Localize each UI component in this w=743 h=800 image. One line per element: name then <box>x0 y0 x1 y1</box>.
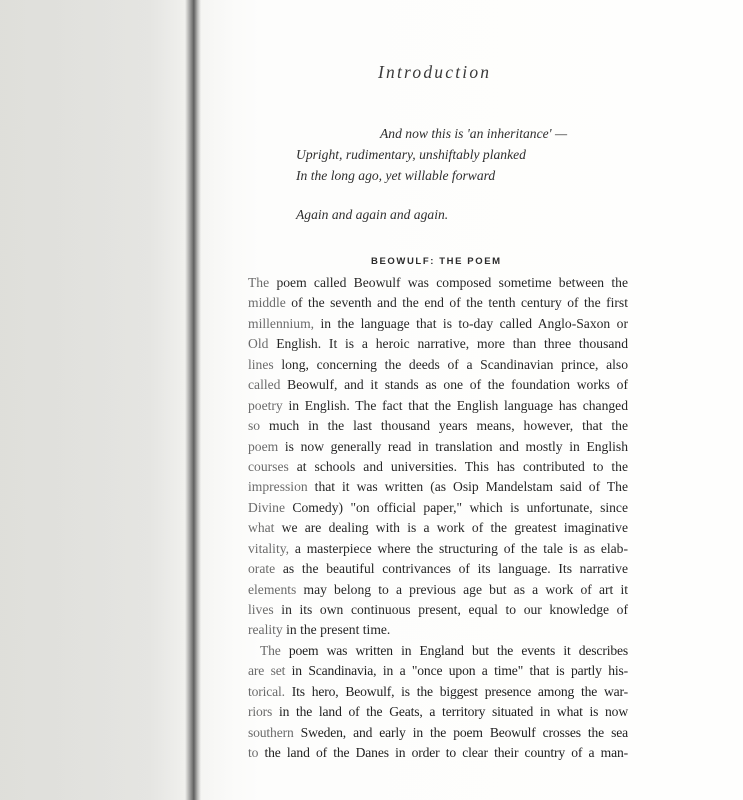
line-rest: in its own continuous present, equal to our knowledge of <box>273 602 628 617</box>
text-line <box>248 457 628 477</box>
stanza-gap <box>296 189 567 207</box>
chapter-title: Introduction <box>378 62 492 82</box>
line-rest: a masterpiece where the structuring of the tale is as elab- <box>289 540 628 556</box>
line-lead: Divine <box>248 499 285 515</box>
line-rest: Comedy) "on official paper," which is unfortunate, since <box>285 499 628 515</box>
text-line <box>248 498 628 518</box>
epigraph-line: In the long ago, yet willable forward <box>296 168 496 183</box>
text-line <box>248 334 628 354</box>
line-rest: Beowulf, and it stands as one of the foundation works of <box>280 377 628 393</box>
line-lead: The <box>248 275 270 290</box>
line-lead: The <box>260 642 281 658</box>
text-line <box>248 620 628 640</box>
line-rest: as the beautiful contrivances of its language. Its narrative <box>275 561 628 577</box>
line-rest: poem called Beowulf was composed sometime between the <box>269 275 628 290</box>
text-line <box>248 743 628 763</box>
text-line <box>248 641 628 661</box>
line-lead: poetry <box>248 397 283 413</box>
line-rest: poem was written in England but the events it describes <box>280 642 628 658</box>
line-lead: Old <box>248 336 269 352</box>
line-rest: we are dealing with is a work of the greatest imaginative <box>274 520 628 536</box>
line-rest: may belong to a previous age but as a work of art it <box>296 581 628 597</box>
text-line <box>248 375 628 395</box>
text-line <box>248 293 628 313</box>
line-lead: lines <box>248 356 274 372</box>
binding-edge <box>185 0 201 800</box>
line-lead: to <box>248 745 259 761</box>
text-line <box>248 396 628 416</box>
text-line <box>248 437 628 457</box>
epigraph-line: Upright, rudimentary, unshiftably planked <box>296 147 526 162</box>
text-line <box>248 314 628 334</box>
paragraph-1 <box>248 273 628 641</box>
epigraph-line: Again and again and again. <box>296 207 449 222</box>
line-lead: vitality, <box>248 540 290 556</box>
line-rest: is now generally read in translation and mostly in English <box>278 438 628 454</box>
section-heading: BEOWULF: THE POEM <box>371 256 502 267</box>
line-lead: southern <box>248 724 294 740</box>
line-lead: elements <box>248 581 297 597</box>
line-rest: of the seventh and the end of the tenth century of the first <box>285 295 628 311</box>
line-rest: long, concerning the deeds of a Scandinavian prince, also <box>273 356 628 372</box>
line-rest: in Scandinavia, in a "once upon a time" that is partly his- <box>285 663 628 679</box>
line-lead: poem <box>248 438 279 454</box>
text-line <box>248 273 628 293</box>
line-lead: so <box>248 418 261 434</box>
line-rest: Its hero, Beowulf, is the biggest presence among the war- <box>284 683 628 699</box>
text-line <box>248 702 628 722</box>
line-lead: what <box>248 520 275 536</box>
line-rest: in the language that is to-day called Anglo-Saxon or <box>314 315 628 331</box>
line-lead: lives <box>248 602 274 617</box>
line-lead: millennium, <box>248 315 315 331</box>
line-lead: reality <box>248 622 283 638</box>
epigraph-line: And now this is 'an inheritance' — <box>380 126 568 141</box>
line-lead: called <box>248 377 281 393</box>
line-rest: Sweden, and early in the poem Beowulf crosses the sea <box>293 724 628 740</box>
text-line <box>248 477 628 497</box>
body-text <box>248 273 628 764</box>
text-line <box>248 600 628 620</box>
line-rest: that it was written (as Osip Mandelstam said of The <box>307 479 628 495</box>
text-line <box>248 539 628 559</box>
text-line <box>248 682 628 702</box>
text-line <box>248 518 628 538</box>
line-lead: impression <box>248 479 308 495</box>
line-rest: the land of the Danes in order to clear their country of a man- <box>258 745 628 761</box>
line-lead: torical. <box>248 683 285 699</box>
line-lead: orate <box>248 561 276 577</box>
line-lead: middle <box>248 295 286 311</box>
line-rest: in the present time. <box>282 622 391 638</box>
text-line <box>248 559 628 579</box>
epigraph <box>296 126 567 228</box>
text-line <box>248 355 628 375</box>
text-line <box>248 723 628 743</box>
line-rest: in the land of the Geats, a territory situated in what is now <box>272 704 628 720</box>
paragraph-2 <box>248 641 628 764</box>
line-rest: at schools and universities. This has contributed to the <box>288 458 628 474</box>
line-rest: in English. The fact that the English language has changed <box>282 397 628 413</box>
line-lead: are set <box>248 663 286 679</box>
text-line <box>248 661 628 681</box>
line-rest: much in the last thousand years means, however, that the <box>260 418 628 434</box>
line-lead: courses <box>248 458 289 474</box>
text-line <box>248 416 628 436</box>
text-line <box>248 580 628 600</box>
line-rest: English. It is a heroic narrative, more than three thousand <box>268 336 628 352</box>
line-lead: riors <box>248 704 273 720</box>
